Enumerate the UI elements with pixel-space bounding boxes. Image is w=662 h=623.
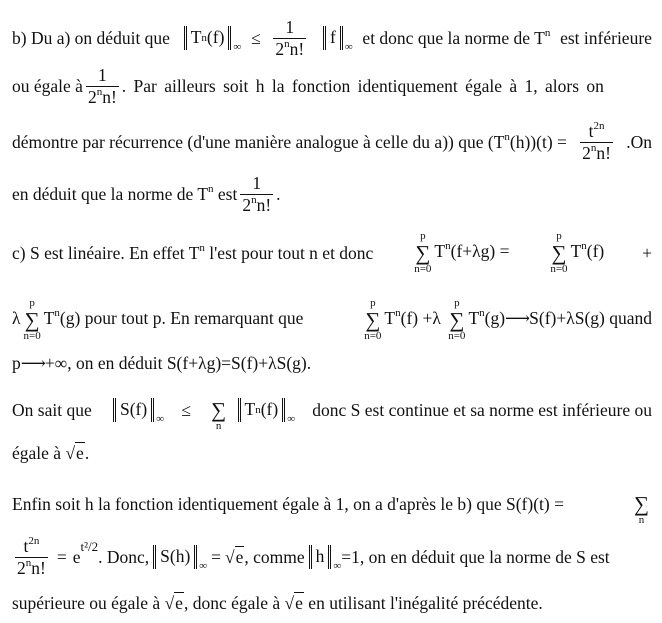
paragraph-c-line-1 <box>12 226 652 280</box>
text: . <box>276 183 281 204</box>
text: et donc que la norme de $T^n$ <box>362 26 551 48</box>
sum-Tn-f-plus-lambda-sum-Tn-g: p ∑ n=0 $T^n(f) +\lambda$ p ∑ n=0 $T^n(g)⟶S(f)+\lambda S(g)$ quand <box>364 296 652 343</box>
text: égale à <box>12 442 62 463</box>
text: . Par ailleurs soit h la fonction identiquement égale à 1, alors on <box>121 75 604 96</box>
text: est inférieure <box>560 27 652 48</box>
fraction-1-over-2n-n-factorial: $\frac{1}{2^nn!}$ <box>87 65 117 107</box>
paragraph-b-line-2 <box>12 64 652 108</box>
text: supérieure ou égale à <box>12 592 161 613</box>
text: c) S est linéaire. En effet $T^n$ l'est pour tout n et donc <box>12 241 374 263</box>
paragraph-b-line-3 <box>12 120 652 164</box>
text: ou égale à <box>12 75 83 96</box>
text: . Donc, <box>98 546 150 567</box>
text: en utilisant l'inégalité précédente. <box>308 592 543 613</box>
text: en déduit que la norme de $T^n$ est <box>12 182 238 204</box>
equals-symbol: = <box>56 546 67 567</box>
text: , donc égale à <box>183 592 281 613</box>
paragraph-b-line-4 <box>12 172 652 216</box>
paragraph-c-line-3 <box>12 350 652 376</box>
norm-f: f $_\infty$ <box>319 26 353 50</box>
sum-Tn-f-plus-lambda-g: p ∑ n=0 $T^n(f+\lambda g)$ = <box>414 229 510 276</box>
text: donc S est continue et sa norme est inférieure ou <box>312 399 652 420</box>
fraction-1-over-2n-n-factorial: $\frac{1}{2^nn!}$ <box>275 17 305 59</box>
sqrt-e: √e <box>225 546 244 567</box>
text: , comme <box>244 546 305 567</box>
text: . <box>84 442 90 463</box>
sqrt-e: √e <box>65 442 84 463</box>
sqrt-e: √e <box>164 592 183 613</box>
paragraph-c-line-2 <box>12 290 652 350</box>
sum-norm-Tn-f: ∑ n T n (f) $_\infty$ <box>211 397 296 433</box>
fraction-t2n-over-2n-n-factorial: $\frac{t^{2n}}{2^nn!}$ <box>17 535 46 578</box>
text: p⟶+∞, on en déduit S(f+λg)=S(f)+λS(g). <box>12 352 312 373</box>
paragraph-c-line-4 <box>12 386 652 434</box>
text: b) Du a) on déduit que <box>12 27 170 48</box>
paragraph-b-line-1 <box>12 16 652 60</box>
norm-Tn-f: T n (f) $_\infty$ <box>180 26 242 50</box>
text: On sait que <box>12 399 92 420</box>
paragraph-c-line-5 <box>12 440 652 466</box>
equals-symbol: = <box>211 546 221 567</box>
sum-symbol: ∑ n <box>634 491 649 527</box>
leq-symbol: ≤ <box>181 399 191 420</box>
paragraph-d-line-3 <box>12 590 652 616</box>
text: .On <box>626 131 652 152</box>
text: =1, on en déduit que la norme de S est <box>341 546 610 567</box>
paragraph-d-line-1 <box>12 480 652 528</box>
norm-S-f: S(f) $_\infty$ <box>109 398 164 422</box>
exponential-e: $e^{t^2/2}$ <box>72 538 99 567</box>
norm-h: h $_\infty$ <box>305 545 342 569</box>
leq-symbol: ≤ <box>251 27 261 48</box>
fraction-t2n-over-2n-n-factorial: $\frac{t^{2n}}{2^nn!}$ <box>582 120 611 163</box>
sum-Tn-f: p ∑ n=0 $T^n(f)$ <box>550 229 605 276</box>
sqrt-e: √e <box>284 592 303 613</box>
plus-symbol: + <box>642 242 652 263</box>
norm-S-h: S(h) $_\infty$ <box>149 545 207 569</box>
fraction-1-over-2n-n-factorial: $\frac{1}{2^nn!}$ <box>242 173 272 215</box>
sum-Tn-g: λ p ∑ n=0 $T^n(g)$ pour tout p. En remarquant que <box>12 296 304 343</box>
text: démontre par récurrence (d'une manière analogue à celle du a)) que $(T^n(h))(t)$ = <box>12 130 567 152</box>
text: Enfin soit h la fonction identiquement égale à 1, on a d'après le b) que S(f)(t) = <box>12 493 564 514</box>
paragraph-d-line-2 <box>12 534 652 580</box>
